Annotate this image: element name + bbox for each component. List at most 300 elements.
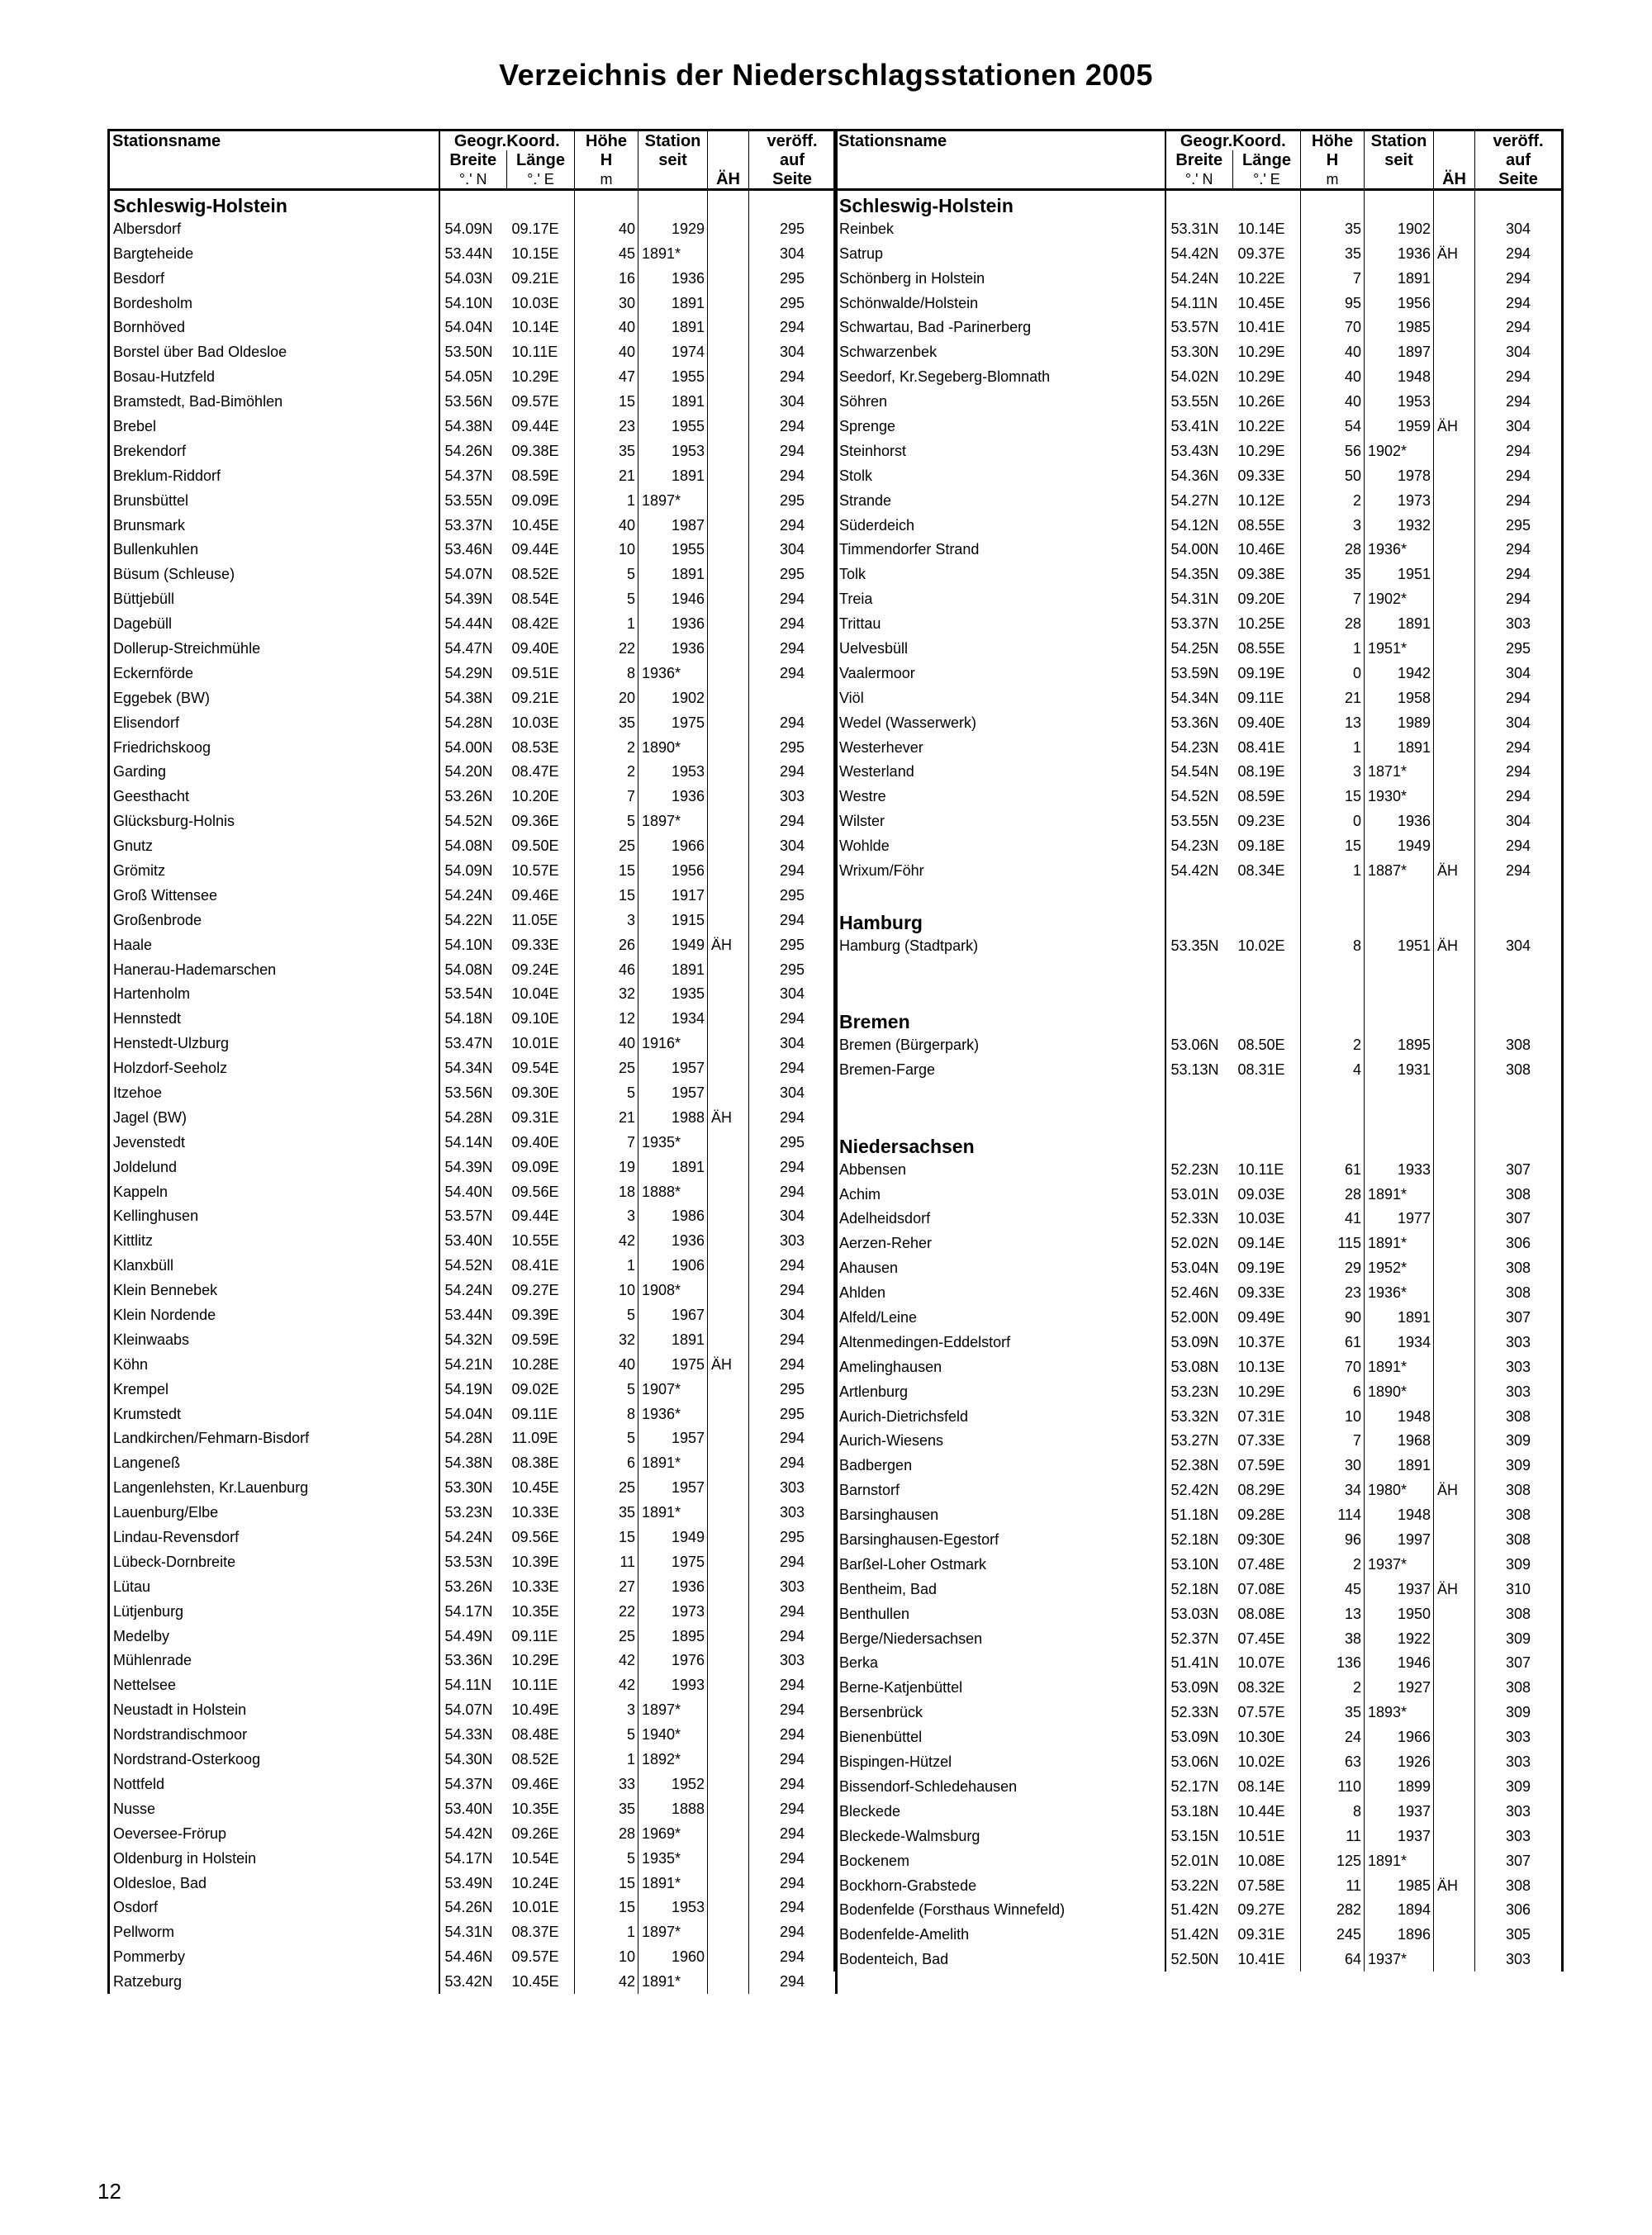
longitude: 08.59E xyxy=(511,467,559,484)
elevation: 35 xyxy=(1301,562,1365,586)
station-name: Strande xyxy=(835,488,1165,513)
longitude: 10.29E xyxy=(511,1652,559,1669)
col-header-height: Höhe xyxy=(575,130,638,151)
published-page: 294 xyxy=(1475,759,1563,784)
longitude: 10.26E xyxy=(1237,393,1285,410)
ah-flag xyxy=(1434,784,1475,809)
station-name: Bremen (Bürgerpark) xyxy=(835,1032,1165,1057)
published-page: 304 xyxy=(1475,414,1563,439)
station-since: 1932 xyxy=(1365,513,1434,538)
longitude: 09.21E xyxy=(511,269,559,287)
longitude: 09.38E xyxy=(1237,566,1285,583)
station-since: 1936* xyxy=(1365,1280,1434,1305)
elevation: 0 xyxy=(1301,661,1365,686)
longitude: 10.01E xyxy=(511,1899,559,1916)
empty-cell xyxy=(1233,883,1301,908)
empty-cell xyxy=(1475,190,1563,216)
latitude: 54.32N xyxy=(439,1327,507,1352)
region-title: Niedersachsen xyxy=(835,1132,1165,1157)
longitude: 10.01E xyxy=(511,1035,559,1052)
ah-flag xyxy=(1434,1305,1475,1330)
ah-flag xyxy=(708,1006,749,1031)
station-since: 1936 xyxy=(1365,241,1434,266)
longitude: 11.05E xyxy=(511,911,558,928)
longitude: 10.37E xyxy=(1237,1333,1285,1350)
station-since: 1953 xyxy=(638,1895,708,1919)
ah-flag xyxy=(708,513,749,538)
ah-flag xyxy=(1434,1404,1475,1429)
longitude: 09.19E xyxy=(1237,664,1285,681)
station-row xyxy=(835,1700,1563,1725)
longitude: 07.57E xyxy=(1237,1704,1285,1721)
latitude: 53.06N xyxy=(1165,1749,1233,1774)
published-page: 295 xyxy=(749,1525,837,1549)
station-row xyxy=(109,1056,837,1080)
longitude: 10.03E xyxy=(1237,1210,1285,1227)
ah-flag xyxy=(708,1303,749,1327)
published-page: 304 xyxy=(749,982,837,1007)
ah-flag xyxy=(708,1031,749,1056)
station-row xyxy=(835,586,1563,611)
ah-flag xyxy=(708,1327,749,1352)
station-since: 1891 xyxy=(1365,266,1434,291)
elevation: 5 xyxy=(575,1080,638,1105)
station-row xyxy=(835,1404,1563,1429)
elevation: 35 xyxy=(575,1796,638,1821)
published-page: 307 xyxy=(1475,1651,1563,1676)
station-since: 1891* xyxy=(1365,1355,1434,1379)
ah-flag xyxy=(1434,1453,1475,1478)
station-row xyxy=(109,364,837,389)
latitude: 54.08N xyxy=(439,957,507,982)
latitude: 54.38N xyxy=(439,686,507,710)
station-since: 1980* xyxy=(1365,1478,1434,1502)
station-name: Itzehoe xyxy=(109,1080,439,1105)
station-row xyxy=(109,463,837,488)
longitude: 09.10E xyxy=(511,1010,559,1027)
latitude: 53.27N xyxy=(1165,1429,1233,1454)
longitude: 08.54E xyxy=(511,591,559,608)
station-since: 1985 xyxy=(1365,315,1434,339)
elevation: 7 xyxy=(575,784,638,809)
station-name: Hamburg (Stadtpark) xyxy=(835,933,1165,958)
station-name: Köhn xyxy=(109,1352,439,1377)
elevation: 5 xyxy=(575,1303,638,1327)
station-row xyxy=(835,291,1563,316)
station-row xyxy=(109,1352,837,1377)
latitude: 54.40N xyxy=(439,1179,507,1204)
station-name: Steinhorst xyxy=(835,439,1165,463)
station-since: 1890* xyxy=(638,735,708,760)
empty-cell xyxy=(1165,883,1233,908)
latitude: 53.55N xyxy=(1165,389,1233,414)
ah-flag xyxy=(708,883,749,908)
longitude: 08.59E xyxy=(1237,788,1285,805)
empty-cell xyxy=(1165,908,1233,933)
latitude: 53.59N xyxy=(1165,661,1233,686)
station-since: 1977 xyxy=(1365,1207,1434,1231)
published-page: 308 xyxy=(1475,1032,1563,1057)
ah-flag xyxy=(1434,488,1475,513)
station-name: Eckernförde xyxy=(109,661,439,686)
latitude: 53.03N xyxy=(1165,1602,1233,1626)
station-row xyxy=(109,1919,837,1944)
station-name: Klanxbüll xyxy=(109,1253,439,1278)
empty-cell xyxy=(1434,908,1475,933)
latitude: 54.23N xyxy=(1165,735,1233,760)
longitude: 11.09E xyxy=(511,1430,558,1447)
elevation: 25 xyxy=(575,1056,638,1080)
longitude: 10.02E xyxy=(1237,1753,1285,1771)
longitude: 08.29E xyxy=(1237,1482,1285,1499)
station-row xyxy=(835,759,1563,784)
blank-row xyxy=(835,1082,1563,1107)
ah-flag xyxy=(1434,1626,1475,1651)
station-row xyxy=(109,735,837,760)
elevation: 42 xyxy=(575,1673,638,1697)
longitude: 08.41E xyxy=(511,1257,559,1274)
ah-flag: ÄH xyxy=(1434,1577,1475,1602)
published-page: 303 xyxy=(749,1649,837,1673)
ah-flag xyxy=(708,364,749,389)
ah-flag xyxy=(708,1919,749,1944)
elevation: 11 xyxy=(575,1549,638,1574)
elevation: 2 xyxy=(1301,1675,1365,1700)
region-title: Hamburg xyxy=(835,908,1165,933)
published-page: 294 xyxy=(1475,686,1563,710)
station-name: Elisendorf xyxy=(109,710,439,735)
station-since: 1936* xyxy=(638,1402,708,1426)
ah-flag xyxy=(1434,1280,1475,1305)
ah-flag xyxy=(708,1402,749,1426)
longitude: 08.31E xyxy=(1237,1061,1285,1079)
station-since: 1960 xyxy=(638,1944,708,1969)
longitude: 08.41E xyxy=(1237,738,1285,756)
latitude: 53.09N xyxy=(1165,1675,1233,1700)
station-row xyxy=(109,1450,837,1475)
station-name: Osdorf xyxy=(109,1895,439,1919)
published-page: 294 xyxy=(749,1155,837,1179)
latitude: 54.17N xyxy=(439,1846,507,1871)
elevation: 3 xyxy=(575,1204,638,1229)
latitude: 52.02N xyxy=(1165,1231,1233,1255)
elevation: 5 xyxy=(575,1846,638,1871)
longitude: 08.47E xyxy=(511,763,559,781)
elevation: 42 xyxy=(575,1228,638,1253)
station-since: 1888* xyxy=(638,1179,708,1204)
empty-cell xyxy=(1301,883,1365,908)
ah-flag xyxy=(708,1821,749,1846)
longitude: 09.57E xyxy=(511,393,559,410)
latitude: 54.24N xyxy=(1165,266,1233,291)
elevation: 32 xyxy=(575,1327,638,1352)
station-since: 1936 xyxy=(638,784,708,809)
station-name: Büsum (Schleuse) xyxy=(109,562,439,586)
ah-flag xyxy=(1434,1032,1475,1057)
longitude: 10.45E xyxy=(1237,294,1285,311)
latitude: 54.47N xyxy=(439,636,507,661)
elevation: 7 xyxy=(1301,586,1365,611)
latitude: 54.38N xyxy=(439,414,507,439)
region-title: Schleswig-Holstein xyxy=(835,190,1165,216)
station-row xyxy=(835,1749,1563,1774)
latitude: 51.41N xyxy=(1165,1651,1233,1676)
station-since: 1935 xyxy=(638,982,708,1007)
col-header-lon-unit: °.' E xyxy=(1233,169,1301,190)
station-name: Adelheidsdorf xyxy=(835,1207,1165,1231)
ah-flag xyxy=(708,1969,749,1994)
longitude: 10.44E xyxy=(1237,1802,1285,1820)
station-since: 1894 xyxy=(1365,1897,1434,1922)
published-page: 303 xyxy=(1475,1749,1563,1774)
elevation: 45 xyxy=(575,241,638,266)
ah-flag xyxy=(1434,1502,1475,1527)
station-since: 1907* xyxy=(638,1377,708,1402)
station-name: Bockhorn-Grabstede xyxy=(835,1873,1165,1898)
empty-cell xyxy=(1475,1107,1563,1132)
ah-flag xyxy=(1434,1700,1475,1725)
ah-flag xyxy=(1434,513,1475,538)
station-row xyxy=(109,1747,837,1772)
published-page: 294 xyxy=(749,1697,837,1722)
elevation: 24 xyxy=(1301,1725,1365,1749)
longitude: 09.33E xyxy=(1237,467,1285,484)
station-name: Nusse xyxy=(109,1796,439,1821)
longitude: 10.51E xyxy=(1237,1827,1285,1844)
station-name: Brunsbüttel xyxy=(109,488,439,513)
latitude: 54.28N xyxy=(439,1426,507,1451)
station-table-right xyxy=(833,129,1561,1972)
col-header-lat-unit: °.' N xyxy=(1165,169,1233,190)
latitude: 53.56N xyxy=(439,1080,507,1105)
elevation: 7 xyxy=(1301,266,1365,291)
elevation: 30 xyxy=(1301,1453,1365,1478)
longitude: 10.29E xyxy=(1237,344,1285,361)
elevation: 1 xyxy=(1301,735,1365,760)
longitude: 10.25E xyxy=(1237,615,1285,633)
elevation: 110 xyxy=(1301,1774,1365,1799)
elevation: 15 xyxy=(575,1895,638,1919)
station-name: Wedel (Wasserwerk) xyxy=(835,710,1165,735)
published-page: 294 xyxy=(749,1969,837,1994)
station-row xyxy=(109,1772,837,1796)
elevation: 26 xyxy=(575,932,638,957)
longitude: 09.30E xyxy=(511,1084,559,1101)
longitude: 09.44E xyxy=(511,1208,559,1225)
published-page: 294 xyxy=(749,1871,837,1896)
published-page: 303 xyxy=(1475,1725,1563,1749)
elevation: 18 xyxy=(575,1179,638,1204)
latitude: 52.46N xyxy=(1165,1280,1233,1305)
ah-flag xyxy=(708,1599,749,1624)
station-row xyxy=(109,1599,837,1624)
stations-table xyxy=(833,129,1564,1972)
station-since: 1937 xyxy=(1365,1799,1434,1824)
blank-cell xyxy=(835,1082,1165,1107)
station-row xyxy=(835,933,1563,958)
ah-flag xyxy=(708,315,749,339)
station-name: Sprenge xyxy=(835,414,1165,439)
longitude: 09.54E xyxy=(511,1060,559,1077)
station-since: 1897 xyxy=(1365,339,1434,364)
longitude: 10.07E xyxy=(1237,1654,1285,1672)
ah-flag xyxy=(1434,1848,1475,1873)
published-page: 303 xyxy=(1475,1799,1563,1824)
empty-cell xyxy=(1165,1107,1233,1132)
published-page: 294 xyxy=(749,1747,837,1772)
latitude: 53.49N xyxy=(439,1871,507,1896)
latitude: 52.38N xyxy=(1165,1453,1233,1478)
latitude: 54.12N xyxy=(1165,513,1233,538)
latitude: 54.36N xyxy=(1165,463,1233,488)
col-header-since: seit xyxy=(638,150,708,169)
ah-flag xyxy=(1434,611,1475,636)
ah-flag: ÄH xyxy=(1434,858,1475,883)
station-row xyxy=(109,1327,837,1352)
station-since: 1896 xyxy=(1365,1922,1434,1947)
latitude: 53.36N xyxy=(439,1649,507,1673)
empty-cell xyxy=(1165,190,1233,216)
latitude: 54.39N xyxy=(439,586,507,611)
station-since: 1922 xyxy=(1365,1626,1434,1651)
station-row xyxy=(835,439,1563,463)
station-since: 1927 xyxy=(1365,1675,1434,1700)
published-page: 294 xyxy=(1475,833,1563,858)
station-name: Bargteheide xyxy=(109,241,439,266)
elevation: 245 xyxy=(1301,1922,1365,1947)
elevation: 2 xyxy=(1301,488,1365,513)
station-row xyxy=(109,513,837,538)
latitude: 53.40N xyxy=(439,1796,507,1821)
latitude: 53.57N xyxy=(439,1204,507,1229)
empty-cell xyxy=(1475,908,1563,933)
published-page: 304 xyxy=(1475,710,1563,735)
latitude: 53.18N xyxy=(1165,1799,1233,1824)
station-row xyxy=(109,784,837,809)
station-row xyxy=(835,686,1563,710)
ah-flag xyxy=(708,339,749,364)
empty-cell xyxy=(1365,190,1434,216)
ah-flag xyxy=(708,1450,749,1475)
longitude: 09.03E xyxy=(1237,1185,1285,1203)
elevation: 25 xyxy=(575,833,638,858)
ah-flag xyxy=(1434,1947,1475,1972)
longitude: 10.08E xyxy=(1237,1852,1285,1869)
longitude: 07.45E xyxy=(1237,1630,1285,1647)
latitude: 54.37N xyxy=(439,463,507,488)
station-row xyxy=(109,1722,837,1747)
station-row xyxy=(835,1577,1563,1602)
latitude: 54.52N xyxy=(439,809,507,833)
published-page xyxy=(749,686,837,710)
station-row xyxy=(109,1525,837,1549)
published-page: 307 xyxy=(1475,1207,1563,1231)
empty-cell xyxy=(1365,1007,1434,1032)
latitude: 54.38N xyxy=(439,1450,507,1475)
latitude: 54.07N xyxy=(439,1697,507,1722)
latitude: 53.31N xyxy=(1165,216,1233,241)
station-row xyxy=(835,241,1563,266)
station-name: Schönberg in Holstein xyxy=(835,266,1165,291)
latitude: 54.35N xyxy=(1165,562,1233,586)
published-page: 309 xyxy=(1475,1700,1563,1725)
elevation: 1 xyxy=(575,1919,638,1944)
station-row xyxy=(835,364,1563,389)
longitude: 10.45E xyxy=(511,516,559,534)
station-row xyxy=(835,1478,1563,1502)
station-since: 1891 xyxy=(638,1155,708,1179)
latitude: 53.09N xyxy=(1165,1330,1233,1355)
station-since: 1993 xyxy=(638,1673,708,1697)
station-row xyxy=(835,562,1563,586)
elevation: 6 xyxy=(575,1450,638,1475)
latitude: 54.04N xyxy=(439,315,507,339)
station-name: Nordstrand-Osterkoog xyxy=(109,1747,439,1772)
station-name: Mühlenrade xyxy=(109,1649,439,1673)
empty-cell xyxy=(1233,958,1301,983)
station-since: 1956 xyxy=(638,858,708,883)
ah-flag xyxy=(708,241,749,266)
station-since: 1948 xyxy=(1365,1502,1434,1527)
station-since: 1952 xyxy=(638,1772,708,1796)
latitude: 53.36N xyxy=(1165,710,1233,735)
station-row xyxy=(835,1725,1563,1749)
elevation: 50 xyxy=(1301,463,1365,488)
station-row xyxy=(109,439,837,463)
station-since: 1935* xyxy=(638,1846,708,1871)
station-since: 1975 xyxy=(638,1352,708,1377)
longitude: 09.18E xyxy=(1237,838,1285,855)
col-header-lat: Breite xyxy=(439,150,507,169)
latitude: 53.40N xyxy=(439,1228,507,1253)
ah-flag xyxy=(708,1722,749,1747)
ah-flag xyxy=(1434,1355,1475,1379)
ah-flag xyxy=(708,809,749,833)
blank-cell xyxy=(835,1107,1165,1132)
station-name: Langenlehsten, Kr.Lauenburg xyxy=(109,1475,439,1500)
longitude: 09.09E xyxy=(511,1158,559,1175)
station-row xyxy=(835,1675,1563,1700)
stations-table xyxy=(107,129,838,1994)
ah-flag xyxy=(1434,315,1475,339)
latitude: 54.29N xyxy=(439,661,507,686)
longitude: 08.53E xyxy=(511,738,559,756)
elevation: 20 xyxy=(575,686,638,710)
station-row xyxy=(835,1602,1563,1626)
elevation: 8 xyxy=(1301,933,1365,958)
longitude: 10.15E xyxy=(511,244,559,262)
published-page: 294 xyxy=(1475,586,1563,611)
station-row xyxy=(835,636,1563,661)
latitude: 54.09N xyxy=(439,216,507,241)
station-since: 1966 xyxy=(638,833,708,858)
longitude: 09.31E xyxy=(1237,1926,1285,1943)
longitude: 10.35E xyxy=(511,1800,559,1817)
station-name: Brekendorf xyxy=(109,439,439,463)
station-name: Amelinghausen xyxy=(835,1355,1165,1379)
published-page: 294 xyxy=(749,661,837,686)
elevation: 40 xyxy=(1301,339,1365,364)
elevation: 45 xyxy=(1301,1577,1365,1602)
published-page: 309 xyxy=(1475,1626,1563,1651)
elevation: 3 xyxy=(575,908,638,932)
longitude: 09.14E xyxy=(1237,1235,1285,1252)
ah-flag xyxy=(708,266,749,291)
latitude: 54.52N xyxy=(439,1253,507,1278)
station-row xyxy=(109,1871,837,1896)
station-row xyxy=(109,1278,837,1303)
published-page: 303 xyxy=(749,1475,837,1500)
